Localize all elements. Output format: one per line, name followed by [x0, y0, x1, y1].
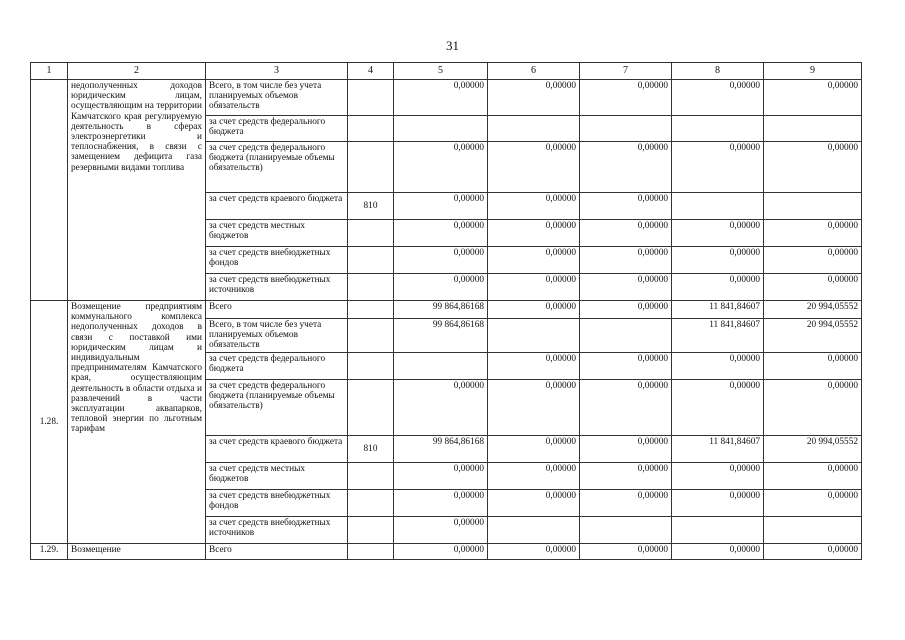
amount-cell: 0,00000	[394, 517, 488, 544]
funding-source-label: за счет средств внебюджетных фондов	[206, 247, 348, 274]
amount-cell: 11 841,84607	[672, 436, 764, 463]
amount-cell: 0,00000	[580, 274, 672, 301]
column-header: 3	[206, 63, 348, 80]
amount-cell: 99 864,86168	[394, 436, 488, 463]
column-header-row	[31, 63, 862, 80]
amount-cell: 0,00000	[764, 142, 862, 193]
amount-cell: 0,00000	[580, 380, 672, 436]
table-row	[31, 301, 862, 319]
amount-cell: 0,00000	[488, 301, 580, 319]
amount-cell: 0,00000	[394, 380, 488, 436]
amount-cell	[764, 116, 862, 142]
amount-cell	[580, 319, 672, 353]
amount-cell: 0,00000	[764, 274, 862, 301]
amount-cell: 0,00000	[764, 544, 862, 560]
column-header: 1	[31, 63, 68, 80]
amount-cell: 99 864,86168	[394, 319, 488, 353]
amount-cell: 0,00000	[488, 193, 580, 220]
column-header: 5	[394, 63, 488, 80]
budget-code	[348, 319, 394, 353]
amount-cell: 0,00000	[488, 436, 580, 463]
budget-code	[348, 116, 394, 142]
amount-cell: 0,00000	[672, 142, 764, 193]
amount-cell: 0,00000	[580, 220, 672, 247]
amount-cell: 0,00000	[764, 353, 862, 380]
amount-cell	[488, 517, 580, 544]
funding-source-label: за счет средств федерального бюджета (планируемые объемы обязательств)	[206, 142, 348, 193]
budget-code	[348, 142, 394, 193]
measure-description: Возмещение	[68, 544, 206, 560]
amount-cell: 20 994,05552	[764, 319, 862, 353]
amount-cell: 0,00000	[672, 80, 764, 116]
funding-source-label: за счет средств федерального бюджета	[206, 353, 348, 380]
column-header: 8	[672, 63, 764, 80]
amount-cell: 0,00000	[580, 463, 672, 490]
amount-cell: 0,00000	[764, 463, 862, 490]
amount-cell: 0,00000	[580, 142, 672, 193]
amount-cell	[672, 193, 764, 220]
amount-cell	[672, 116, 764, 142]
amount-cell: 0,00000	[580, 490, 672, 517]
amount-cell	[488, 319, 580, 353]
funding-source-label: за счет средств федерального бюджета (планируемые объемы обязательств)	[206, 380, 348, 436]
table-row	[31, 544, 862, 560]
amount-cell: 0,00000	[394, 142, 488, 193]
column-header: 7	[580, 63, 672, 80]
amount-cell: 0,00000	[488, 353, 580, 380]
budget-code: 810	[348, 436, 394, 463]
row-index: 1.29.	[31, 544, 68, 560]
amount-cell: 0,00000	[488, 274, 580, 301]
column-header: 9	[764, 63, 862, 80]
amount-cell: 0,00000	[488, 142, 580, 193]
amount-cell: 0,00000	[488, 544, 580, 560]
funding-source-label: за счет средств внебюджетных источников	[206, 274, 348, 301]
amount-cell: 0,00000	[580, 301, 672, 319]
amount-cell: 0,00000	[394, 220, 488, 247]
amount-cell	[764, 193, 862, 220]
amount-cell: 0,00000	[580, 436, 672, 463]
budget-code	[348, 80, 394, 116]
row-index	[31, 80, 68, 301]
amount-cell: 0,00000	[580, 247, 672, 274]
amount-cell	[764, 517, 862, 544]
budget-code	[348, 544, 394, 560]
amount-cell: 0,00000	[488, 490, 580, 517]
amount-cell: 0,00000	[394, 544, 488, 560]
funding-source-label: за счет средств местных бюджетов	[206, 220, 348, 247]
funding-source-label: за счет средств краевого бюджета	[206, 193, 348, 220]
column-header: 2	[68, 63, 206, 80]
amount-cell	[394, 353, 488, 380]
budget-code	[348, 353, 394, 380]
amount-cell: 0,00000	[672, 463, 764, 490]
amount-cell	[580, 116, 672, 142]
amount-cell: 0,00000	[672, 353, 764, 380]
amount-cell: 0,00000	[488, 220, 580, 247]
amount-cell: 0,00000	[672, 247, 764, 274]
funding-source-label: Всего, в том числе без учета планируемых объемов обязательств	[206, 80, 348, 116]
amount-cell: 0,00000	[488, 80, 580, 116]
funding-source-label: за счет средств федерального бюджета	[206, 116, 348, 142]
amount-cell: 0,00000	[580, 193, 672, 220]
amount-cell: 0,00000	[672, 274, 764, 301]
amount-cell: 0,00000	[580, 544, 672, 560]
funding-source-label: Всего	[206, 544, 348, 560]
amount-cell: 0,00000	[672, 220, 764, 247]
budget-code	[348, 463, 394, 490]
amount-cell: 20 994,05552	[764, 301, 862, 319]
budget-table	[30, 62, 862, 560]
budget-code	[348, 274, 394, 301]
amount-cell: 0,00000	[488, 463, 580, 490]
table-row	[31, 80, 862, 116]
amount-cell: 0,00000	[672, 544, 764, 560]
amount-cell: 0,00000	[764, 220, 862, 247]
amount-cell: 0,00000	[580, 80, 672, 116]
amount-cell: 0,00000	[764, 80, 862, 116]
amount-cell: 0,00000	[488, 247, 580, 274]
amount-cell: 11 841,84607	[672, 319, 764, 353]
amount-cell: 0,00000	[580, 353, 672, 380]
amount-cell	[394, 116, 488, 142]
budget-code: 810	[348, 193, 394, 220]
measure-description: Возмещение предприятиям коммунального комплекса недополученных доходов в связи с поставкой ими юридическим лицам и индивидуальным предпринимателям Камчатского края, осуществляющим деятельность в области отдыха и развлечений в части эксплуатации аквапарков, тепловой энергии по льготным тарифам	[68, 301, 206, 544]
amount-cell: 0,00000	[672, 380, 764, 436]
amount-cell: 20 994,05552	[764, 436, 862, 463]
amount-cell: 99 864,86168	[394, 301, 488, 319]
amount-cell: 0,00000	[394, 463, 488, 490]
budget-code	[348, 247, 394, 274]
budget-table-body	[31, 63, 862, 560]
funding-source-label: за счет средств краевого бюджета	[206, 436, 348, 463]
amount-cell: 0,00000	[764, 247, 862, 274]
amount-cell	[672, 517, 764, 544]
amount-cell: 0,00000	[394, 247, 488, 274]
amount-cell: 0,00000	[394, 80, 488, 116]
amount-cell: 11 841,84607	[672, 301, 764, 319]
amount-cell	[488, 116, 580, 142]
budget-code	[348, 490, 394, 517]
amount-cell: 0,00000	[488, 380, 580, 436]
funding-source-label: Всего, в том числе без учета планируемых объемов обязательств	[206, 319, 348, 353]
amount-cell: 0,00000	[394, 490, 488, 517]
budget-code	[348, 380, 394, 436]
funding-source-label: за счет средств внебюджетных источников	[206, 517, 348, 544]
funding-source-label: за счет средств местных бюджетов	[206, 463, 348, 490]
amount-cell: 0,00000	[672, 490, 764, 517]
page-number: 31	[446, 38, 459, 53]
measure-description: недополученных доходов юридическим лицам, осуществляющим на территории Камчатского края регулируемую деятельность в сферах электроэнергетики и теплоснабжения, в связи с замещением дефицита газа резервными видами топлива	[68, 80, 206, 301]
amount-cell: 0,00000	[764, 490, 862, 517]
budget-code	[348, 301, 394, 319]
budget-code	[348, 220, 394, 247]
row-index: 1.28.	[31, 301, 68, 544]
amount-cell: 0,00000	[394, 193, 488, 220]
amount-cell: 0,00000	[764, 380, 862, 436]
budget-code	[348, 517, 394, 544]
amount-cell: 0,00000	[394, 274, 488, 301]
funding-source-label: за счет средств внебюджетных фондов	[206, 490, 348, 517]
column-header: 6	[488, 63, 580, 80]
funding-source-label: Всего	[206, 301, 348, 319]
amount-cell	[580, 517, 672, 544]
column-header: 4	[348, 63, 394, 80]
